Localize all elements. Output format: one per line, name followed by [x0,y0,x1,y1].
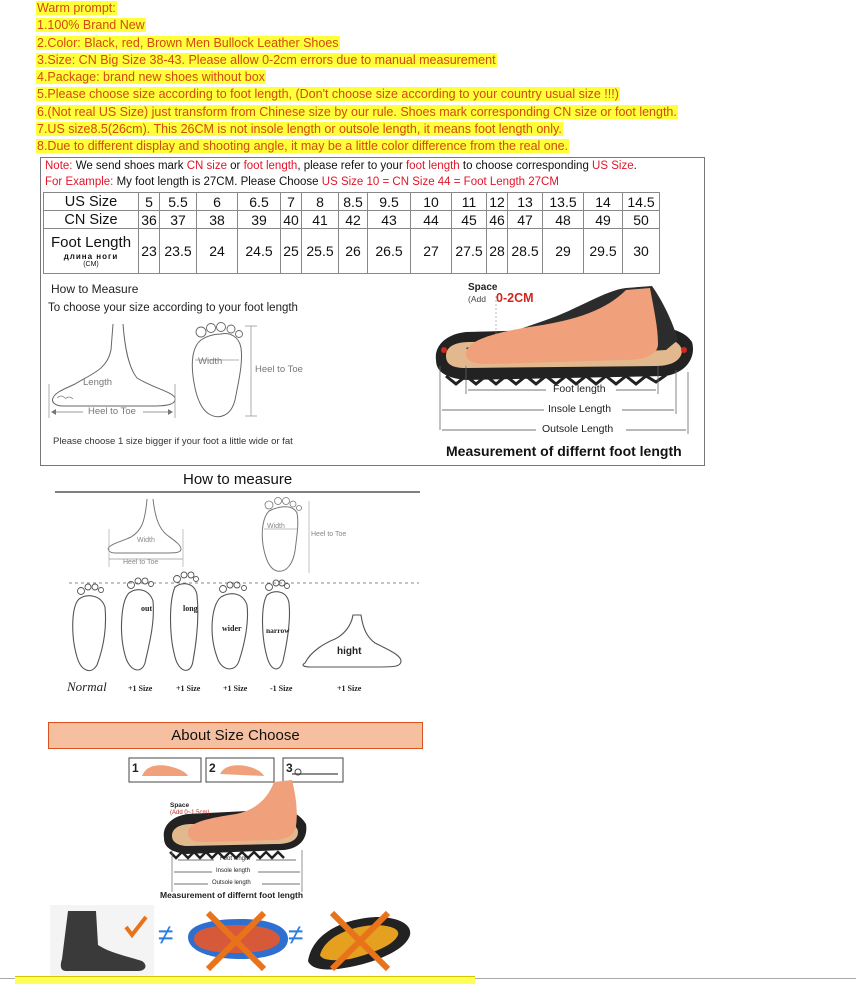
wider-label: wider [222,624,242,633]
step-2-number: 2 [209,761,216,775]
table-cell: 27 [411,229,452,274]
width-label: Width [137,537,155,544]
heel-to-toe-label: Heel to Toe [123,559,159,566]
prompt-line: 1.100% Brand New [37,18,145,33]
prompt-line: 7.US size8.5(26cm). This 26CM is not insole length or outsole length, it means foot length only. [37,122,562,137]
heel-to-toe-label: Heel to Toe [88,406,136,417]
out-label: out [141,604,153,613]
table-cell: 24 [197,229,238,274]
cn-size-row [44,211,660,229]
table-cell: 13.5 [543,193,584,211]
table-cell: 26.5 [368,229,411,274]
hight-label: hight [337,646,362,657]
table-cell: 13 [508,193,543,211]
table-cell: 47 [508,211,543,229]
table-cell: 50 [623,211,660,229]
table-cell: 43 [368,211,411,229]
table-cell: 49 [584,211,623,229]
note-line: Note: We send shoes mark CN size or foot length, please refer to your foot length to choose corresponding US Size. [45,160,637,172]
us-size-label: US Size [44,193,139,211]
heel-to-toe-side-label: Heel to Toe [255,364,303,375]
section-title: How to measure [183,471,293,488]
foot-length-marker: Foot length [553,383,606,395]
size-table [43,192,660,274]
outsole-length-marker: Outsole length [212,880,251,886]
foot-length-marker: Foot length [220,856,251,862]
how-to-measure-panel [43,280,424,462]
table-cell: 23 [139,229,160,274]
space-label: Space [468,282,498,293]
size-minus-1: -1 Size [270,684,293,693]
table-cell: 26 [339,229,368,274]
size-plus-1: +1 Size [176,684,201,693]
table-cell: 27.5 [452,229,487,274]
table-cell: 41 [302,211,339,229]
not-equal-icon: ≠ [288,919,304,950]
foot-types-drawing [35,467,433,710]
size-tip: Please choose 1 size bigger if your foot a little wide or fat [53,436,293,447]
prompt-line: 2.Color: Black, red, Brown Men Bullock Leather Shoes [37,35,339,50]
foot-length-russian: длина ноги [63,252,119,261]
measurement-caption: Measurement of differnt foot length [446,443,682,459]
table-cell: 24.5 [238,229,281,274]
not-equal-icon: ≠ [158,919,174,950]
foot-length-title: Foot Length [50,234,132,251]
step-1-number: 1 [132,761,139,775]
table-cell: 44 [411,211,452,229]
foot-vs-insole-row [50,905,420,977]
table-cell: 9.5 [368,193,411,211]
prompt-line: 3.Size: CN Big Size 38-43. Please allow 0-2cm errors due to manual measurement [37,52,496,67]
table-cell: 48 [543,211,584,229]
how-to-measure-title: How to Measure [51,282,139,296]
foot-measure-drawing [43,280,424,462]
measurement-panel [426,280,702,462]
space-label: Space [170,802,190,809]
long-label: long [183,604,198,613]
table-cell: 12 [487,193,508,211]
about-size-choose-banner: About Size Choose [48,722,423,749]
table-cell: 28 [487,229,508,274]
how-to-measure-section [35,467,433,710]
table-cell: 5.5 [160,193,197,211]
table-cell: 5 [139,193,160,211]
foot-length-row [44,229,660,274]
measurement-caption: Measurement of differnt foot length [160,890,304,900]
insole-length-marker: Insole length [216,868,251,874]
table-cell: 28.5 [508,229,543,274]
comparison-drawing [50,905,420,977]
table-cell: 6 [197,193,238,211]
insole-length-marker: Insole Length [548,403,612,415]
table-cell: 46 [487,211,508,229]
us-size-row [44,193,660,211]
step-3-number: 3 [286,761,293,775]
size-plus-1: +1 Size [337,684,362,693]
size-plus-1: +1 Size [223,684,248,693]
length-label: Length [83,377,113,388]
cn-size-label: CN Size [44,211,139,229]
prompt-line: 5.Please choose size according to foot length, (Don't choose size according to your country usual size !!!) [37,87,619,102]
normal-label: Normal [67,679,107,694]
table-cell: 11 [452,193,487,211]
foot-length-label [44,229,139,274]
table-cell: 14.5 [623,193,660,211]
foot-length-unit: (CM) [83,261,99,268]
outsole-length-marker: Outsole Length [542,423,614,435]
table-cell: 45 [452,211,487,229]
prompt-line: 6.(Not real US Size) just transform from Chinese size by our rule. Shoes mark corresponding CN size or foot length. [37,104,677,119]
table-cell: 7 [281,193,302,211]
narrow-label: narrow [266,626,290,635]
prompt-line: 4.Package: brand new shoes without box [37,70,265,85]
example-line: For Example: My foot length is 27CM. Please Choose US Size 10 = CN Size 44 = Foot Length 27CM [45,176,559,188]
size-chart [40,157,705,466]
table-cell: 38 [197,211,238,229]
warm-prompt [36,0,856,156]
table-cell: 30 [623,229,660,274]
table-cell: 39 [238,211,281,229]
space-range: 0-2CM [496,291,534,305]
size-choose-steps [96,752,378,902]
table-cell: 37 [160,211,197,229]
prompt-line: 8.Due to different display and shooting angle, it may be a little color difference from the real one. [37,139,569,154]
table-cell: 36 [139,211,160,229]
space-sub-label: (Add [468,294,486,304]
table-cell: 8.5 [339,193,368,211]
table-cell: 8 [302,193,339,211]
table-cell: 10 [411,193,452,211]
width-label: Width [198,356,223,367]
table-cell: 25.5 [302,229,339,274]
table-cell: 29.5 [584,229,623,274]
how-to-measure-subtitle: To choose your size according to your foot length [48,302,298,314]
table-cell: 42 [339,211,368,229]
table-cell: 40 [281,211,302,229]
table-cell: 25 [281,229,302,274]
table-cell: 23.5 [160,229,197,274]
space-sub-label: (Add 0~1.5cm) [170,810,210,816]
width-label-2: Width [267,523,285,530]
size-plus-1: +1 Size [128,684,153,693]
heel-to-toe-label-2: Heel to Toe [311,531,347,538]
prompt-line: Warm prompt: [37,1,116,15]
table-cell: 14 [584,193,623,211]
table-cell: 6.5 [238,193,281,211]
table-cell: 29 [543,229,584,274]
